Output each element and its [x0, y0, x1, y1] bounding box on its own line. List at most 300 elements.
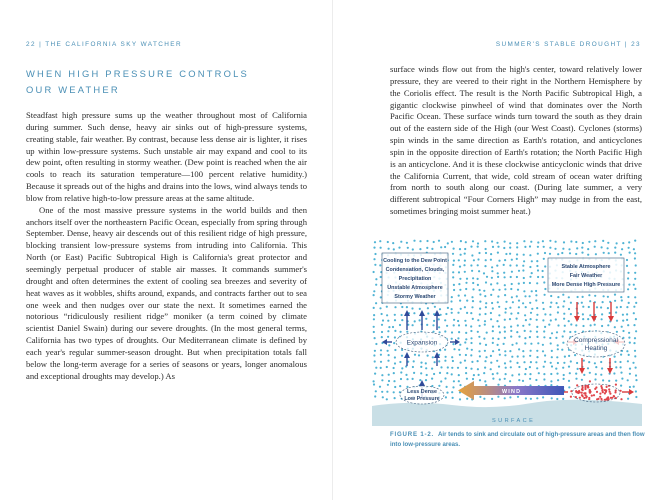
air-particle: [626, 259, 628, 261]
air-particle: [380, 296, 382, 298]
air-particle: [497, 396, 499, 398]
air-particle: [579, 397, 581, 399]
air-particle: [634, 240, 636, 242]
air-particle: [576, 384, 578, 386]
air-particle: [561, 349, 563, 351]
air-particle: [504, 350, 506, 352]
air-particle: [503, 343, 505, 345]
air-particle: [607, 296, 609, 298]
air-particle: [388, 248, 390, 250]
air-particle: [374, 241, 376, 243]
air-particle: [451, 338, 453, 340]
air-particle: [523, 361, 525, 363]
air-particle: [491, 270, 493, 272]
air-particle: [583, 374, 585, 376]
air-particle: [510, 326, 512, 328]
air-particle: [380, 247, 382, 249]
air-particle: [581, 302, 583, 304]
air-particle: [614, 326, 616, 328]
air-particle: [555, 241, 557, 243]
air-particle: [373, 271, 375, 273]
air-particle: [518, 366, 520, 368]
air-particle: [465, 372, 467, 374]
air-particle: [478, 252, 480, 254]
air-particle: [589, 372, 591, 374]
air-particle: [522, 302, 524, 304]
air-particle: [600, 306, 602, 308]
air-particle: [633, 284, 635, 286]
air-particle: [536, 307, 538, 309]
air-particle: [594, 388, 596, 390]
air-particle: [413, 360, 415, 362]
air-particle: [466, 312, 468, 314]
air-particle: [492, 330, 494, 332]
air-particle: [432, 356, 434, 358]
air-particle: [387, 241, 389, 243]
air-particle: [594, 378, 596, 380]
air-particle: [451, 367, 453, 369]
air-particle: [486, 276, 488, 278]
air-particle: [394, 336, 396, 338]
air-particle: [458, 324, 460, 326]
air-particle: [485, 306, 487, 308]
air-particle: [399, 324, 401, 326]
air-particle: [472, 300, 474, 302]
air-particle: [504, 378, 506, 380]
air-particle: [537, 269, 539, 271]
air-particle: [470, 325, 472, 327]
air-particle: [497, 276, 499, 278]
air-particle: [536, 326, 538, 328]
air-particle: [582, 325, 584, 327]
air-particle: [388, 344, 390, 346]
air-particle: [504, 241, 506, 243]
air-particle: [562, 335, 564, 337]
air-particle: [607, 242, 609, 244]
air-particle: [562, 248, 564, 250]
air-particle: [453, 284, 455, 286]
air-particle: [401, 367, 403, 369]
air-particle: [542, 302, 544, 304]
air-particle: [530, 350, 532, 352]
air-particle: [579, 391, 581, 393]
air-particle: [603, 295, 605, 297]
air-particle: [524, 295, 526, 297]
air-particle: [562, 398, 564, 400]
air-particle: [379, 264, 381, 266]
air-particle: [608, 380, 610, 382]
air-particle: [542, 240, 544, 242]
air-particle: [620, 385, 622, 387]
air-particle: [440, 380, 442, 382]
air-particle: [460, 362, 462, 364]
air-particle: [399, 385, 401, 387]
air-particle: [373, 258, 375, 260]
air-particle: [460, 240, 462, 242]
air-particle: [557, 324, 559, 326]
air-particle: [568, 380, 570, 382]
air-particle: [620, 372, 622, 374]
right-running-head: SUMMER'S STABLE DROUGHT | 23: [495, 41, 641, 48]
air-particle: [522, 325, 524, 327]
air-particle: [575, 253, 577, 255]
air-particle: [620, 366, 622, 368]
air-particle: [563, 378, 565, 380]
air-particle: [425, 379, 427, 381]
air-particle: [614, 361, 616, 363]
air-particle: [387, 384, 389, 386]
air-particle: [551, 332, 553, 334]
air-particle: [635, 396, 637, 398]
air-particle: [582, 389, 584, 391]
air-particle: [554, 248, 556, 250]
air-particle: [446, 325, 448, 327]
air-particle: [587, 318, 589, 320]
air-particle: [394, 362, 396, 364]
air-particle: [453, 324, 455, 326]
right-body-text: [390, 64, 642, 218]
air-particle: [563, 241, 565, 243]
air-particle: [635, 318, 637, 320]
air-particle: [608, 388, 610, 390]
air-particle: [518, 270, 520, 272]
air-particle: [524, 337, 526, 339]
air-particle: [479, 325, 481, 327]
air-particle: [392, 242, 394, 244]
air-particle: [550, 302, 552, 304]
air-particle: [603, 252, 605, 254]
air-particle: [375, 343, 377, 345]
air-particle: [440, 246, 442, 248]
air-particle: [497, 384, 499, 386]
air-particle: [530, 312, 532, 314]
pressure-diagram: [372, 238, 642, 426]
air-particle: [516, 342, 518, 344]
air-particle: [375, 302, 377, 304]
air-particle: [457, 312, 459, 314]
air-particle: [600, 374, 602, 376]
air-particle: [438, 326, 440, 328]
air-particle: [634, 337, 636, 339]
air-particle: [590, 324, 592, 326]
air-particle: [518, 306, 520, 308]
air-particle: [607, 324, 609, 326]
air-particle: [379, 386, 381, 388]
air-particle: [464, 248, 466, 250]
air-particle: [615, 311, 617, 313]
unstable-line-1: Cooling to the Dew Point: [383, 258, 447, 264]
air-particle: [394, 349, 396, 351]
air-particle: [472, 282, 474, 284]
air-particle: [374, 373, 376, 375]
air-particle: [460, 254, 462, 256]
air-particle: [414, 354, 416, 356]
air-particle: [529, 254, 531, 256]
air-particle: [523, 355, 525, 357]
air-particle: [564, 325, 566, 327]
air-particle: [464, 306, 466, 308]
air-particle: [485, 259, 487, 261]
left-running-head: 22 | THE CALIFORNIA SKY WATCHER: [26, 41, 182, 48]
air-particle: [627, 277, 629, 279]
air-particle: [458, 380, 460, 382]
air-particle: [438, 360, 440, 362]
air-particle: [563, 313, 565, 315]
air-particle: [406, 331, 408, 333]
air-particle: [386, 306, 388, 308]
air-particle: [477, 319, 479, 321]
air-particle: [589, 392, 591, 394]
air-particle: [574, 354, 576, 356]
air-particle: [564, 356, 566, 358]
air-particle: [589, 380, 591, 382]
air-particle: [411, 307, 413, 309]
air-particle: [535, 379, 537, 381]
air-particle: [576, 247, 578, 249]
air-particle: [575, 378, 577, 380]
air-particle: [401, 314, 403, 316]
air-particle: [491, 398, 493, 400]
air-particle: [505, 367, 507, 369]
air-particle: [496, 320, 498, 322]
air-particle: [459, 266, 461, 268]
air-particle: [522, 269, 524, 271]
air-particle: [375, 367, 377, 369]
air-particle: [420, 372, 422, 374]
air-particle: [445, 396, 447, 398]
air-particle: [616, 331, 618, 333]
air-particle: [614, 294, 616, 296]
air-particle: [635, 367, 637, 369]
air-particle: [562, 342, 564, 344]
air-particle: [628, 332, 630, 334]
stable-line-2: Fair Weather: [569, 273, 603, 279]
air-particle: [381, 379, 383, 381]
air-particle: [511, 356, 513, 358]
high-pressure-dots: [570, 380, 623, 401]
air-particle: [551, 365, 553, 367]
air-particle: [504, 319, 506, 321]
air-particle: [485, 384, 487, 386]
air-particle: [614, 247, 616, 249]
air-particle: [492, 378, 494, 380]
air-particle: [582, 296, 584, 298]
air-particle: [499, 331, 501, 333]
air-particle: [483, 398, 485, 400]
air-particle: [626, 265, 628, 267]
air-particle: [380, 276, 382, 278]
air-particle: [570, 240, 572, 242]
air-particle: [510, 313, 512, 315]
air-particle: [516, 362, 518, 364]
air-particle: [596, 391, 598, 393]
air-particle: [373, 307, 375, 309]
air-particle: [581, 392, 583, 394]
air-particle: [472, 288, 474, 290]
air-particle: [549, 337, 551, 339]
air-particle: [626, 313, 628, 315]
air-particle: [446, 386, 448, 388]
air-particle: [585, 394, 587, 396]
air-particle: [472, 378, 474, 380]
air-particle: [537, 253, 539, 255]
air-particle: [542, 344, 544, 346]
air-particle: [498, 325, 500, 327]
air-particle: [518, 283, 520, 285]
air-particle: [473, 259, 475, 261]
air-particle: [464, 294, 466, 296]
air-particle: [485, 248, 487, 250]
air-particle: [601, 313, 603, 315]
air-particle: [635, 374, 637, 376]
air-particle: [620, 354, 622, 356]
air-particle: [616, 320, 618, 322]
air-particle: [568, 386, 570, 388]
air-particle: [485, 356, 487, 358]
air-particle: [628, 354, 630, 356]
figure-caption: [390, 430, 645, 450]
air-particle: [562, 305, 564, 307]
air-particle: [633, 386, 635, 388]
air-particle: [555, 337, 557, 339]
air-particle: [479, 289, 481, 291]
air-particle: [380, 354, 382, 356]
air-particle: [420, 366, 422, 368]
air-particle: [549, 253, 551, 255]
air-particle: [536, 282, 538, 284]
air-particle: [425, 318, 427, 320]
rising-air-arrows: [382, 310, 460, 398]
air-particle: [509, 360, 511, 362]
air-particle: [419, 248, 421, 250]
air-particle: [453, 348, 455, 350]
air-particle: [414, 320, 416, 322]
air-particle: [484, 360, 486, 362]
air-particle: [516, 264, 518, 266]
section-heading: WHEN HIGH PRESSURE CONTROLS OUR WEATHER: [26, 68, 249, 95]
air-particle: [388, 354, 390, 356]
right-paragraph-1: surface winds flow out from the high's center, toward relatively lower pressure, they are veered to their right in the Northern Hemisphere by the Coriolis effect. The result is the North Pacific Subtropical High, a gigantic clockwise pinwheel of wind that dominates over the North Pacific Ocean. These surface winds turn toward the south as they drain out of the eastern side of the High (our West Coast). Cyclones (storms) spin winds in the same direction as Earth's rotation, and anticyclones spin in the opposite direction of Earth's rotation; the North Pacific High is an anticyclone. And it is these clockwise anticyclonic winds that drive the California Current, that wide, cold stream of ocean water drifting from north to south along our coast. (During late summer, a very different subtropical “Four Corners High” may nudge in from the east, sometimes bringing moist summer heat.): [390, 64, 642, 217]
air-particle: [635, 379, 637, 381]
air-particle: [492, 342, 494, 344]
air-particle: [445, 313, 447, 315]
air-particle: [529, 302, 531, 304]
air-particle: [473, 374, 475, 376]
air-particle: [587, 367, 589, 369]
air-particle: [518, 373, 520, 375]
air-particle: [542, 319, 544, 321]
air-particle: [438, 385, 440, 387]
air-particle: [525, 368, 527, 370]
air-particle: [536, 314, 538, 316]
compression-line-1: Compressional: [574, 337, 618, 344]
air-particle: [438, 240, 440, 242]
air-particle: [568, 296, 570, 298]
air-particle: [386, 314, 388, 316]
air-particle: [635, 264, 637, 266]
air-particle: [529, 282, 531, 284]
unstable-line-2: Condensation, Clouds,: [385, 267, 445, 273]
air-particle: [452, 343, 454, 345]
air-particle: [451, 373, 453, 375]
air-particle: [491, 266, 493, 268]
air-particle: [582, 318, 584, 320]
air-particle: [615, 389, 617, 391]
air-particle: [529, 295, 531, 297]
air-particle: [543, 378, 545, 380]
air-particle: [504, 331, 506, 333]
air-particle: [457, 367, 459, 369]
air-particle: [425, 362, 427, 364]
air-particle: [381, 374, 383, 376]
air-particle: [444, 319, 446, 321]
air-particle: [511, 344, 513, 346]
air-particle: [471, 306, 473, 308]
air-particle: [458, 331, 460, 333]
air-particle: [497, 246, 499, 248]
air-particle: [550, 362, 552, 364]
air-particle: [479, 313, 481, 315]
air-particle: [536, 260, 538, 262]
air-particle: [555, 368, 557, 370]
air-particle: [568, 248, 570, 250]
air-particle: [478, 336, 480, 338]
air-particle: [452, 386, 454, 388]
air-particle: [484, 240, 486, 242]
air-particle: [525, 397, 527, 399]
air-particle: [536, 331, 538, 333]
air-particle: [373, 326, 375, 328]
air-particle: [490, 355, 492, 357]
air-particle: [444, 246, 446, 248]
air-particle: [556, 398, 558, 400]
air-particle: [503, 247, 505, 249]
air-particle: [563, 374, 565, 376]
air-particle: [497, 344, 499, 346]
air-particle: [544, 354, 546, 356]
air-particle: [510, 330, 512, 332]
air-particle: [484, 320, 486, 322]
air-particle: [524, 314, 526, 316]
air-particle: [496, 265, 498, 267]
air-particle: [479, 293, 481, 295]
air-particle: [597, 398, 599, 400]
air-particle: [392, 326, 394, 328]
air-particle: [387, 360, 389, 362]
air-particle: [459, 398, 461, 400]
air-particle: [530, 318, 532, 320]
air-particle: [382, 319, 384, 321]
air-particle: [412, 324, 414, 326]
air-particle: [535, 290, 537, 292]
air-particle: [477, 278, 479, 280]
air-particle: [464, 320, 466, 322]
air-particle: [451, 391, 453, 393]
stable-line-3: More Dense High Pressure: [551, 282, 621, 288]
air-particle: [607, 247, 609, 249]
air-particle: [543, 246, 545, 248]
air-particle: [587, 385, 589, 387]
air-particle: [529, 336, 531, 338]
left-paragraph-1: Steadfast high pressure sums up the weather throughout most of California during summer. Such dense, heavy air sinks out of high-pressure systems, creating stable, fair weather. By contrast, because less dense air is lighter, it rises up within low-pressure systems. Such unstable air may expand and cool to its dew point, often resulting in stormy weather. (Dew point is reached when the air cools to reach its saturation temperature—100 percent relative humidity.) Because it spreads out of the highs and drains into the lows, wind always tends to blow from relative high-to-low pressure areas at the same altitude.: [26, 110, 307, 203]
left-page: [0, 0, 332, 500]
air-particle: [609, 391, 611, 393]
air-particle: [516, 295, 518, 297]
air-particle: [569, 331, 571, 333]
air-particle: [575, 373, 577, 375]
air-particle: [524, 246, 526, 248]
air-particle: [492, 326, 494, 328]
